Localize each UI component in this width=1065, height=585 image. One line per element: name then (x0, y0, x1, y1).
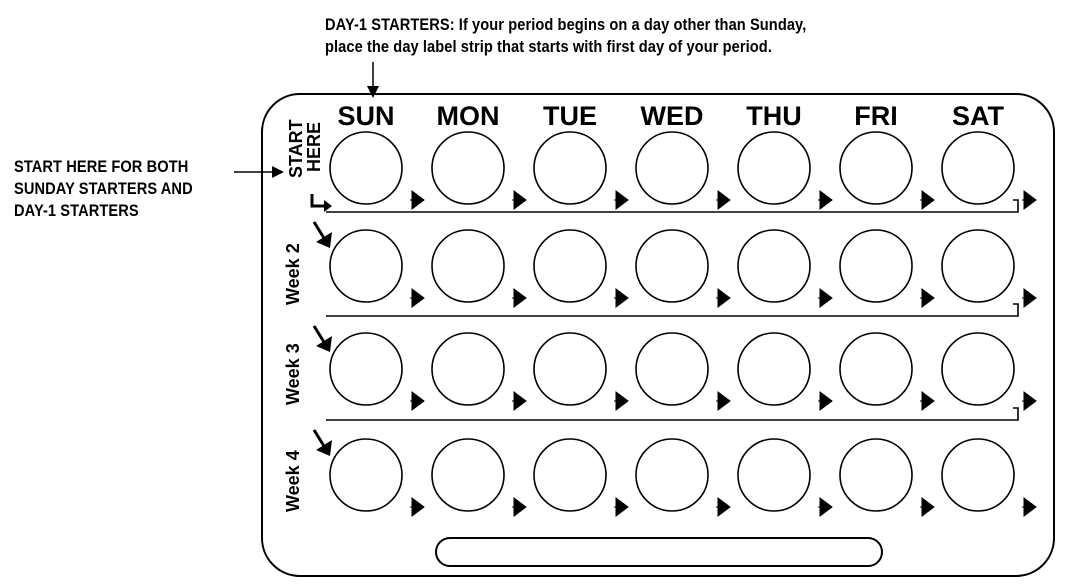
next-pill-arrow-icon (410, 498, 424, 516)
pill-slot (738, 439, 810, 511)
next-pill-arrow-icon (1022, 289, 1036, 307)
pill-row-2 (330, 230, 1036, 307)
start-callout-line3: DAY-1 STARTERS (14, 201, 139, 220)
next-pill-arrow-icon (614, 289, 628, 307)
pill-slot (534, 230, 606, 302)
pill-slot (636, 333, 708, 405)
next-pill-arrow-icon (1022, 392, 1036, 410)
next-pill-arrow-icon (410, 289, 424, 307)
pill-slot (432, 333, 504, 405)
pill-rows (314, 132, 1036, 516)
pill-slot (636, 132, 708, 204)
week-bend-arrowhead-icon (316, 336, 332, 352)
pill-slot (534, 333, 606, 405)
week-bend-arrow-icon (314, 430, 324, 446)
next-pill-arrow-icon (920, 392, 934, 410)
day-label-fri: FRI (854, 101, 898, 131)
next-pill-arrow-icon (716, 392, 730, 410)
week-4-label: Week 4 (283, 450, 303, 512)
next-pill-arrow-icon (716, 289, 730, 307)
pill-row-1 (330, 132, 1036, 209)
day-label-wed: WED (640, 101, 704, 131)
next-pill-arrow-icon (716, 498, 730, 516)
day-label-mon: MON (436, 101, 500, 131)
pill-slot (942, 230, 1014, 302)
next-pill-arrow-icon (512, 289, 526, 307)
pill-slot (330, 333, 402, 405)
week-bend-arrow-icon (314, 222, 324, 238)
week-bend-arrowhead-icon (316, 440, 332, 456)
row-separator-line (326, 304, 1018, 316)
next-pill-arrow-icon (818, 289, 832, 307)
next-pill-arrow-icon (512, 191, 526, 209)
next-pill-arrow-icon (818, 498, 832, 516)
pill-slot (432, 132, 504, 204)
pill-slot (738, 230, 810, 302)
week-3-label: Week 3 (283, 343, 303, 405)
next-pill-arrow-icon (920, 289, 934, 307)
week-bend-arrow-icon (314, 326, 324, 342)
pill-slot (942, 439, 1014, 511)
pill-slot (330, 439, 402, 511)
next-pill-arrow-icon (920, 498, 934, 516)
row-separator-line (326, 408, 1018, 420)
pill-slot (840, 333, 912, 405)
start-arrowhead-icon (324, 200, 332, 212)
pill-row-3 (330, 333, 1036, 410)
start-arrow-icon (312, 194, 326, 206)
pill-slot (636, 439, 708, 511)
start-callout-line1: START HERE FOR BOTH (14, 157, 189, 176)
bottom-slot (436, 538, 882, 566)
next-pill-arrow-icon (818, 191, 832, 209)
next-pill-arrow-icon (512, 392, 526, 410)
next-pill-arrow-icon (614, 498, 628, 516)
next-pill-arrow-icon (410, 191, 424, 209)
next-pill-arrow-icon (1022, 498, 1036, 516)
pill-slot (738, 333, 810, 405)
pill-slot (330, 230, 402, 302)
day-label-sun: SUN (337, 101, 395, 131)
pill-slot (738, 132, 810, 204)
pill-slot (432, 439, 504, 511)
pill-slot (840, 132, 912, 204)
here-label: HERE (304, 121, 324, 172)
day1-callout-line2: place the day label strip that starts with first day of your period. (325, 37, 772, 56)
day-label-strip (337, 101, 1004, 131)
pill-slot (840, 439, 912, 511)
day-label-thu: THU (746, 101, 802, 131)
next-pill-arrow-icon (920, 191, 934, 209)
start-label: START (286, 119, 306, 178)
pill-slot (636, 230, 708, 302)
pill-row-4 (330, 439, 1036, 516)
next-pill-arrow-icon (716, 191, 730, 209)
next-pill-arrow-icon (512, 498, 526, 516)
start-callout-line2: SUNDAY STARTERS AND (14, 179, 193, 198)
pill-slot (942, 132, 1014, 204)
next-pill-arrow-icon (410, 392, 424, 410)
day-label-sat: SAT (952, 101, 1004, 131)
next-pill-arrow-icon (1022, 191, 1036, 209)
pill-slot (840, 230, 912, 302)
pill-slot (534, 132, 606, 204)
week-bend-arrowhead-icon (316, 232, 332, 248)
pill-slot (942, 333, 1014, 405)
day-label-tue: TUE (543, 101, 597, 131)
pill-slot (432, 230, 504, 302)
next-pill-arrow-icon (614, 392, 628, 410)
pill-slot (330, 132, 402, 204)
pill-slot (534, 439, 606, 511)
day1-callout-line1: DAY-1 STARTERS: If your period begins on a day other than Sunday, (325, 15, 807, 34)
next-pill-arrow-icon (614, 191, 628, 209)
next-pill-arrow-icon (818, 392, 832, 410)
week-2-label: Week 2 (283, 243, 303, 305)
